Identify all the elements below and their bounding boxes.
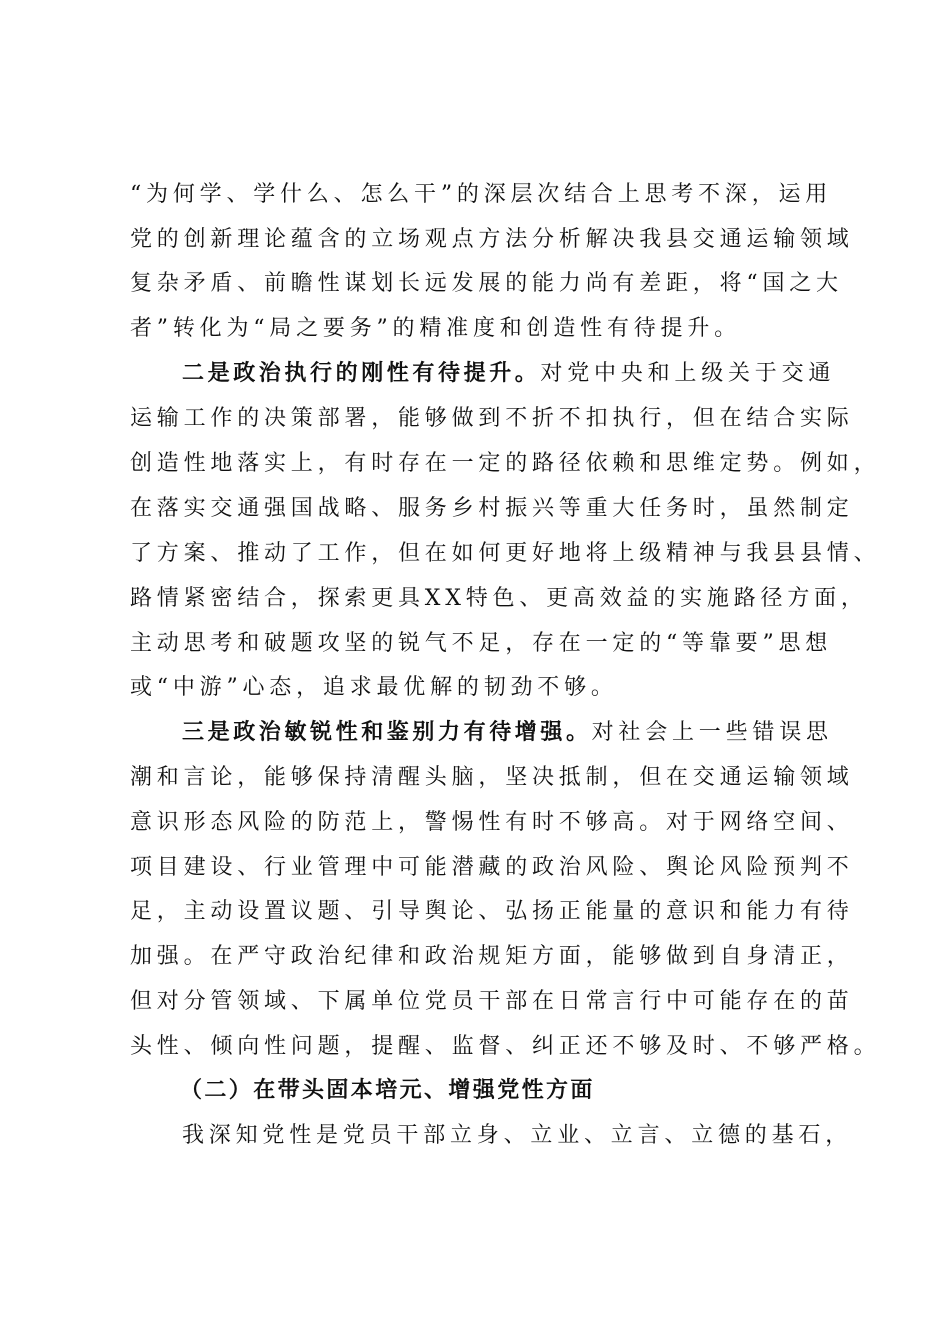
paragraph-1-line-2: 党的创新理论蕴含的立场观点方法分析解决我县交通运输领域 <box>130 227 854 252</box>
paragraph-1-line-4: 者”转化为“局之要务”的精准度和创造性有待提升。 <box>130 316 741 341</box>
paragraph-3-line-4: 项目建设、行业管理中可能潜藏的政治风险、舆论风险预判不 <box>130 855 854 880</box>
paragraph-3-line-3: 意识形态风险的防范上，警惕性有时不够高。对于网络空间、 <box>130 810 854 835</box>
paragraph-2-line-5: 了方案、推动了工作，但在如何更好地将上级精神与我县县情、 <box>130 541 881 566</box>
paragraph-2-lead-heading: 二是政治执行的刚性有待提升。 <box>182 361 541 386</box>
paragraph-2-line-6: 路情紧密结合，探索更具XX特色、更高效益的实施路径方面， <box>130 586 868 611</box>
paragraph-4-first-line: 我深知党性是党员干部立身、立业、立言、立德的基石， <box>182 1123 853 1148</box>
paragraph-3-line-5: 足，主动设置议题、引导舆论、弘扬正能量的意识和能力有待 <box>130 899 854 924</box>
paragraph-2-first-rest: 对党中央和上级关于交通 <box>540 361 836 386</box>
paragraph-3-line-2: 潮和言论，能够保持清醒头脑，坚决抵制，但在交通运输领域 <box>130 765 854 790</box>
paragraph-3-line-7: 但对分管领域、下属单位党员干部在日常言行中可能存在的苗 <box>130 989 854 1014</box>
paragraph-3-lead-heading: 三是政治敏锐性和鉴别力有待增强。 <box>182 720 592 745</box>
paragraph-3-first-rest: 对社会上一些错误思 <box>591 720 833 745</box>
paragraph-2-line-2: 运输工作的决策部署，能够做到不折不扣执行，但在结合实际 <box>130 406 854 431</box>
paragraph-1-line-3: 复杂矛盾、前瞻性谋划长远发展的能力尚有差距，将“国之大 <box>130 271 843 296</box>
paragraph-2-first-line <box>182 359 835 389</box>
paragraph-1-line-1: “为何学、学什么、怎么干”的深层次结合上思考不深，运用 <box>130 182 833 207</box>
section-heading: （二）在带头固本培元、增强党性方面 <box>180 1078 595 1103</box>
paragraph-2-line-3: 创造性地落实上，有时存在一定的路径依赖和思维定势。例如， <box>130 451 881 476</box>
paragraph-3-line-6: 加强。在严守政治纪律和政治规矩方面，能够做到自身清正， <box>130 944 854 969</box>
paragraph-2-line-7: 主动思考和破题攻坚的锐气不足，存在一定的“等靠要”思想 <box>130 631 833 656</box>
paragraph-2-line-8: 或“中游”心态，追求最优解的韧劲不够。 <box>130 675 618 700</box>
paragraph-2-line-4: 在落实交通强国战略、服务乡村振兴等重大任务时，虽然制定 <box>130 496 854 521</box>
paragraph-3-line-8: 头性、倾向性问题，提醒、监督、纠正还不够及时、不够严格。 <box>130 1034 881 1059</box>
paragraph-3-first-line <box>182 718 833 748</box>
